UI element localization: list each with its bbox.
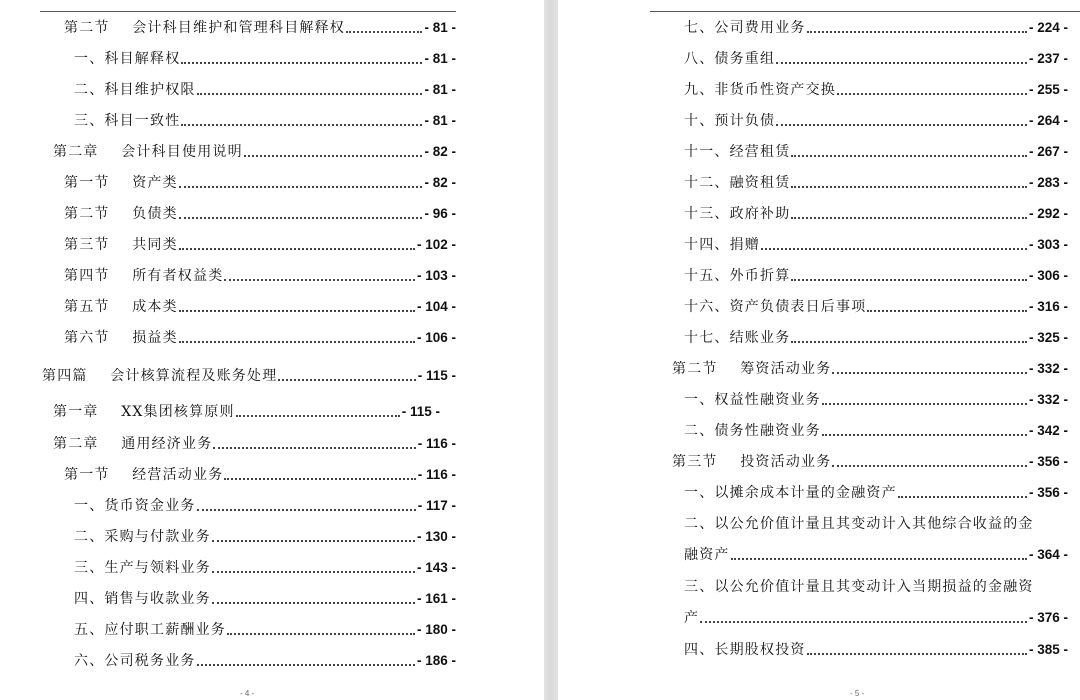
toc-entry[interactable] <box>684 77 1068 99</box>
toc-entry-page: - 81 - <box>424 113 456 128</box>
toc-entry-title: 产 <box>684 610 700 626</box>
toc-entry[interactable] <box>684 108 1068 130</box>
toc-entry-title: 四、长期股权投资 <box>684 642 806 658</box>
toc-entry-title: 六、公司税务业务 <box>74 653 196 669</box>
dot-leader <box>807 31 1027 33</box>
dot-leader <box>179 310 415 312</box>
toc-entry[interactable] <box>64 462 456 484</box>
toc-entry-page: - 267 - <box>1028 144 1068 159</box>
toc-entry[interactable] <box>684 294 1068 316</box>
toc-entry-page: - 81 - <box>424 82 456 97</box>
dot-leader <box>181 62 422 64</box>
toc-entry-title: 第二章 通用经济业务 <box>53 436 213 452</box>
toc-entry[interactable] <box>74 108 456 130</box>
toc-entry-page: - 342 - <box>1028 423 1068 438</box>
toc-entry-page: - 356 - <box>1028 485 1068 500</box>
dot-leader <box>898 496 1027 498</box>
toc-entry[interactable] <box>74 648 456 670</box>
toc-entry-title: 第一节 资产类 <box>64 175 178 191</box>
toc-entry-title: 第一节 经营活动业务 <box>64 467 224 483</box>
toc-entry-title: 一、权益性融资业务 <box>684 392 821 408</box>
toc-entry[interactable] <box>74 493 456 515</box>
toc-entry-page: - 237 - <box>1028 51 1068 66</box>
toc-entry[interactable] <box>64 294 456 316</box>
dot-leader <box>776 62 1027 64</box>
toc-entry[interactable] <box>74 46 456 68</box>
toc-entry-title: 七、公司费用业务 <box>684 20 806 36</box>
dot-leader <box>212 571 415 573</box>
toc-entry[interactable] <box>684 201 1068 223</box>
toc-entry-title: 第四节 所有者权益类 <box>64 268 224 284</box>
toc-entry-title: 十六、资产负债表日后事项 <box>684 299 867 315</box>
toc-entry-title: 第一章 XX集团核算原则 <box>53 404 235 420</box>
header-rule <box>40 11 456 12</box>
toc-entry-title: 三、科目一致性 <box>74 113 181 129</box>
toc-entry[interactable] <box>684 605 1068 627</box>
toc-entry[interactable] <box>53 139 456 161</box>
toc-entry[interactable] <box>684 15 1068 37</box>
toc-entry-title: 十、预计负债 <box>684 113 776 129</box>
toc-entry-title: 第二节 会计科目维护和管理科目解释权 <box>64 20 345 36</box>
dot-leader <box>867 310 1027 312</box>
toc-entry[interactable] <box>684 325 1068 347</box>
dot-leader <box>822 434 1027 436</box>
dot-leader <box>179 186 423 188</box>
toc-entry-title: 二、科目维护权限 <box>74 82 196 98</box>
toc-entry-page: - 356 - <box>1028 454 1068 469</box>
toc-entry[interactable] <box>672 356 1068 378</box>
toc-entry-title: 第六节 损益类 <box>64 330 178 346</box>
toc-entry[interactable] <box>64 15 456 37</box>
dot-leader <box>791 155 1027 157</box>
toc-entry-page: - 332 - <box>1028 361 1068 376</box>
toc-entry-page: - 117 - <box>417 498 456 513</box>
document-page-5 <box>558 0 1080 700</box>
toc-entry-page: - 116 - <box>417 467 456 482</box>
toc-entry[interactable] <box>74 77 456 99</box>
toc-entry-page: - 103 - <box>416 268 456 283</box>
toc-entry[interactable] <box>74 524 456 546</box>
toc-entry[interactable] <box>684 637 1068 659</box>
toc-entry-page: - 115 - <box>417 368 456 383</box>
toc-entry-page: - 303 - <box>1028 237 1068 252</box>
toc-entry-page: - 81 - <box>424 20 456 35</box>
dot-leader <box>244 155 423 157</box>
dot-leader <box>278 379 415 381</box>
toc-entry-page: - 306 - <box>1028 268 1068 283</box>
dot-leader <box>212 540 415 542</box>
toc-entry-page: - 180 - <box>416 622 456 637</box>
dot-leader <box>832 465 1027 467</box>
dot-leader <box>791 186 1027 188</box>
toc-entry-page: - 224 - <box>1028 20 1068 35</box>
dot-leader <box>837 93 1027 95</box>
dot-leader <box>822 403 1027 405</box>
toc-entry-page: - 143 - <box>416 560 456 575</box>
toc-entry-title: 九、非货币性资产交换 <box>684 82 836 98</box>
toc-entry-page: - 104 - <box>416 299 456 314</box>
dot-leader <box>213 447 415 449</box>
toc-entry-page: - 325 - <box>1028 330 1068 345</box>
toc-entry-page: - 385 - <box>1028 642 1068 657</box>
dot-leader <box>791 341 1027 343</box>
toc-entry-page: - 186 - <box>416 653 456 668</box>
toc-entry[interactable] <box>64 232 456 254</box>
dot-leader <box>179 217 423 219</box>
toc-entry-title: 一、货币资金业务 <box>74 498 196 514</box>
toc-entry[interactable] <box>684 263 1068 285</box>
toc-entry-title: 第三节 共同类 <box>64 237 178 253</box>
toc-entry[interactable] <box>74 617 456 639</box>
toc-entry-title: 第二节 负债类 <box>64 206 178 222</box>
toc-entry-page: - 316 - <box>1028 299 1068 314</box>
page-gap <box>544 0 558 700</box>
toc-entry-page: - 255 - <box>1028 82 1068 97</box>
toc-entry-page: - 81 - <box>424 51 456 66</box>
toc-entry[interactable] <box>74 586 456 608</box>
toc-entry[interactable] <box>42 363 456 385</box>
toc-entry-page: - 264 - <box>1028 113 1068 128</box>
toc-entry-title: 二、债务性融资业务 <box>684 423 821 439</box>
dot-leader <box>832 372 1027 374</box>
dot-leader <box>212 602 415 604</box>
toc-entry-title: 一、以摊余成本计量的金融资产 <box>684 485 897 501</box>
toc-entry[interactable] <box>684 418 1068 440</box>
dot-leader <box>236 415 400 417</box>
toc-entry-title: 八、债务重组 <box>684 51 776 67</box>
toc-entry-title: 第三节 投资活动业务 <box>672 454 832 470</box>
toc-entry-title: 第二章 会计科目使用说明 <box>53 144 243 160</box>
toc-entry[interactable] <box>684 170 1068 192</box>
toc-entry[interactable] <box>74 555 456 577</box>
toc-entry-title: 第四篇 会计核算流程及账务处理 <box>42 368 278 384</box>
dot-leader <box>181 124 422 126</box>
dot-leader <box>197 93 423 95</box>
toc-entry[interactable] <box>64 325 456 347</box>
dot-leader <box>700 621 1027 623</box>
toc-entry[interactable] <box>672 449 1068 471</box>
dot-leader <box>197 509 416 511</box>
toc-entry-page: - 364 - <box>1028 547 1068 562</box>
toc-entry-page: - 283 - <box>1028 175 1068 190</box>
toc-entry-title: 第五节 成本类 <box>64 299 178 315</box>
toc-entry-page: - 376 - <box>1028 610 1068 625</box>
toc-entry-title: 三、生产与领料业务 <box>74 560 211 576</box>
dot-leader <box>346 31 422 33</box>
toc-entry-title: 十三、政府补助 <box>684 206 791 222</box>
toc-entry-page: - 292 - <box>1028 206 1068 221</box>
toc-entry-page: - 116 - <box>417 436 456 451</box>
toc-entry[interactable] <box>684 232 1068 254</box>
dot-leader <box>807 653 1027 655</box>
page-number-footer: - 5 - <box>850 689 865 698</box>
toc-entry[interactable] <box>64 201 456 223</box>
toc-entry-title-line1[interactable]: 三、以公允价值计量且其变动计入当期损益的金融资 <box>684 579 1034 595</box>
dot-leader <box>776 124 1027 126</box>
toc-entry-page: - 130 - <box>416 529 456 544</box>
toc-entry-title: 十七、结账业务 <box>684 330 791 346</box>
toc-entry[interactable] <box>53 431 456 453</box>
dot-leader <box>731 558 1027 560</box>
toc-entry-title: 第二节 筹资活动业务 <box>672 361 832 377</box>
header-rule <box>650 11 1080 12</box>
toc-entry[interactable] <box>684 46 1068 68</box>
toc-entry-page: - 82 - <box>424 144 456 159</box>
toc-entry[interactable] <box>684 480 1068 502</box>
toc-entry[interactable] <box>53 399 440 421</box>
dot-leader <box>227 633 415 635</box>
toc-entry-page: - 115 - <box>401 404 440 419</box>
toc-entry[interactable] <box>684 139 1068 161</box>
toc-entry-page: - 332 - <box>1028 392 1068 407</box>
toc-entry[interactable] <box>684 542 1068 564</box>
toc-entry-page: - 161 - <box>416 591 456 606</box>
toc-entry-title-line1[interactable]: 二、以公允价值计量且其变动计入其他综合收益的金 <box>684 516 1034 532</box>
dot-leader <box>179 341 415 343</box>
toc-entry-page: - 102 - <box>416 237 456 252</box>
dot-leader <box>224 478 415 480</box>
toc-entry-title: 五、应付职工薪酬业务 <box>74 622 226 638</box>
toc-entry-title: 四、销售与收款业务 <box>74 591 211 607</box>
toc-entry-page: - 82 - <box>424 175 456 190</box>
dot-leader <box>791 279 1027 281</box>
dot-leader <box>791 217 1027 219</box>
dot-leader <box>197 664 415 666</box>
toc-entry-title: 融资产 <box>684 547 730 563</box>
toc-entry-title: 十五、外币折算 <box>684 268 791 284</box>
toc-entry[interactable] <box>64 170 456 192</box>
toc-entry-title: 一、科目解释权 <box>74 51 181 67</box>
toc-entry-title: 十四、捐赠 <box>684 237 760 253</box>
toc-entry-title: 十一、经营租赁 <box>684 144 791 160</box>
toc-entry[interactable] <box>684 387 1068 409</box>
toc-entry-title: 十二、融资租赁 <box>684 175 791 191</box>
dot-leader <box>224 279 415 281</box>
dot-leader <box>179 248 415 250</box>
dot-leader <box>761 248 1027 250</box>
toc-entry-page: - 106 - <box>416 330 456 345</box>
toc-entry[interactable] <box>64 263 456 285</box>
toc-entry-page: - 96 - <box>424 206 456 221</box>
toc-entry-title: 二、采购与付款业务 <box>74 529 211 545</box>
page-number-footer: - 4 - <box>240 689 255 698</box>
